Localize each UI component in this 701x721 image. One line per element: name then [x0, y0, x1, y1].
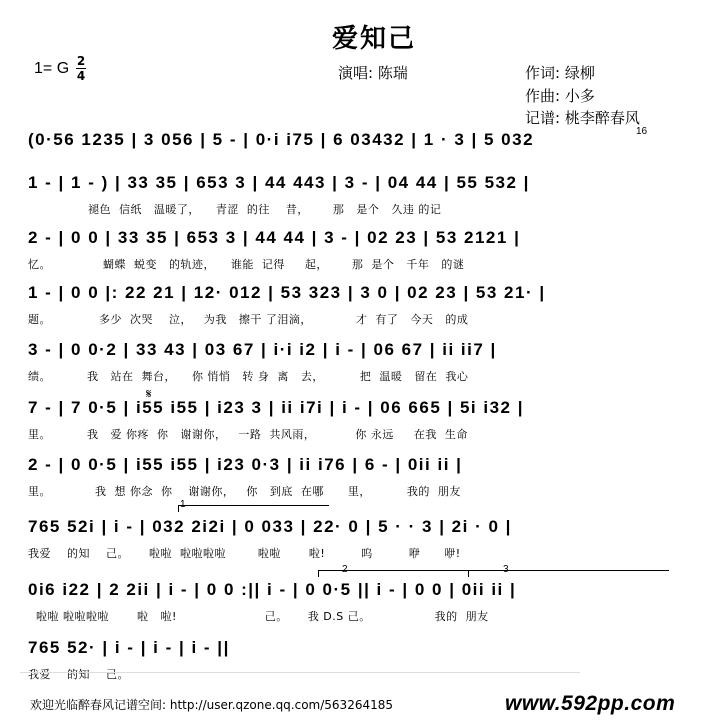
lyrics-line: 里。 我 爱 你疼 你 谢谢你， 一路 共风雨， 你 永远 在我 生命	[28, 428, 468, 441]
notes-line: 2 - | 0 0 | 33 35 | 653 3 | 44 44 | 3 - | 02 23 | 53 2121 |	[28, 228, 521, 247]
notes-line: 0i6 i22 | 2 2ii | i - | 0 0 :|| i - | 0 0·5 || i - | 0 0 | 0ii ii |	[28, 580, 517, 599]
volta-bracket-2	[318, 570, 469, 577]
notes-line: 1 - | 1 - ) | 33 35 | 653 3 | 44 443 | 3 - | 04 44 | 55 532 |	[28, 173, 530, 192]
lyrics-line: 我爱 的知 己。	[28, 668, 129, 681]
notes-line: 765 52i | i - | 032 2i2i | 0 033 | 22· 0 | 5 · · 3 | 2i · 0 |	[28, 517, 512, 536]
volta-number-2: 2	[342, 564, 348, 575]
lyrics-line: 啦啦 啦啦啦啦 啦 啦! 己。 我 D.S 己。 我的 朋友	[28, 610, 489, 623]
singer-credit: 演唱: 陈瑞	[338, 64, 408, 82]
volta-number-1: 1	[180, 499, 186, 510]
time-signature-bottom: 4	[76, 69, 86, 83]
lyricist-credit: 作词: 绿柳	[525, 64, 595, 82]
notes-line: 1 - | 0 0 |: 22 21 | 12· 012 | 53 323 | 3 0 | 02 23 | 53 21· |	[28, 283, 546, 302]
time-signature-top: 2	[76, 54, 86, 68]
notes-line: (0·56 1235 | 3 056 | 5 - | 0·i i75 | 6 03432 | 1 · 3 | 5 032	[28, 130, 535, 149]
notes-line: 765 52· | i - | i - | i - ||	[28, 638, 230, 657]
key-signature: 1= G	[34, 60, 70, 77]
score-row-5	[28, 340, 676, 392]
small-marker: 16	[636, 126, 648, 137]
score-row-10	[28, 638, 676, 690]
score-row-2	[28, 173, 676, 225]
score-row-6	[28, 386, 676, 450]
footer-divider	[20, 672, 580, 673]
volta-number-3: 3	[503, 564, 509, 575]
score-row-9	[28, 564, 676, 632]
score-row-7	[28, 455, 676, 507]
time-signature	[76, 55, 86, 82]
lyrics-line: 忆。 蝴蝶 蜕变 的轨迹， 谁能 记得 起， 那 是个 千年 的谜	[28, 258, 465, 271]
site-watermark: www.592pp.com	[505, 692, 676, 715]
transcriber-credit: 记谱: 桃李醉春风	[525, 109, 640, 127]
lyrics-line: 我爱 的知 己。 啦啦 啦啦啦啦 啦啦 啦! 呜 咿 咿!	[28, 547, 461, 560]
lyrics-line: 绩。 我 站在 舞台， 你 悄悄 转 身 离 去， 把 温暖 留在 我心	[28, 370, 469, 383]
song-title: 爱知己	[332, 24, 417, 54]
lyrics-line: 褪色 信纸 温暖了， 青涩 的往 昔， 那 是个 久违 的记	[28, 203, 442, 216]
score-row-4	[28, 283, 676, 335]
segno-sign: 𝄋	[146, 386, 152, 401]
volta-bracket-1	[178, 505, 329, 512]
volta-bracket-3	[468, 570, 669, 577]
notes-line: 3 - | 0 0·2 | 33 43 | 03 67 | i·i i2 | i - | 06 67 | ii ii7 |	[28, 340, 497, 359]
footer-welcome-text: 欢迎光临醉春风记谱空间: http://user.qzone.qq.com/563264185	[30, 698, 394, 712]
score-row-8	[28, 499, 676, 569]
lyrics-line: 里。 我 想 你念 你 谢谢你， 你 到底 在哪 里， 我的 朋友	[28, 485, 461, 498]
lyrics-line: 题。 多少 次哭 泣， 为我 擦干 了泪滴， 才 有了 今天 的成	[28, 313, 469, 326]
composer-credit: 作曲: 小多	[525, 87, 595, 105]
notes-line: 7 - | 7 0·5 | i55 i55 | i23 3 | ii i7i | i - | 06 665 | 5i i32 |	[28, 398, 524, 417]
notes-line: 2 - | 0 0·5 | i55 i55 | i23 0·3 | ii i76 | 6 - | 0ii ii |	[28, 455, 463, 474]
score-row-3	[28, 228, 676, 280]
